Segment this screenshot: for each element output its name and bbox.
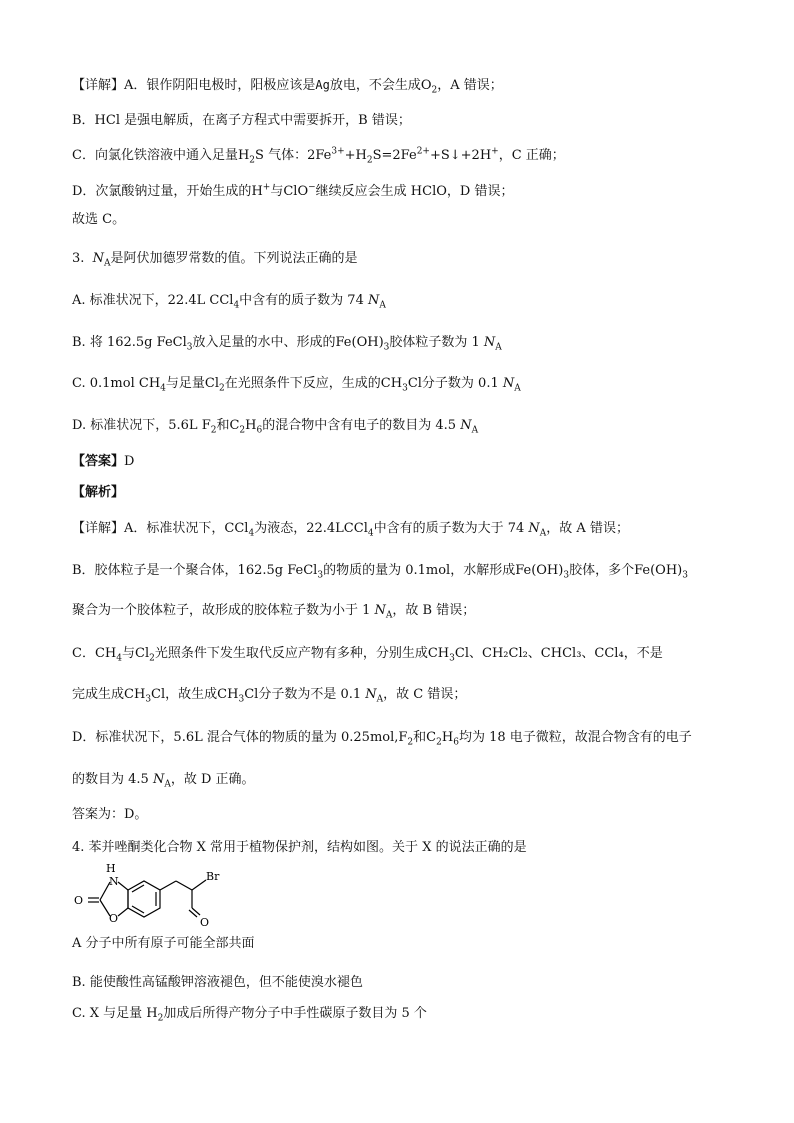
q3-analysis-c-line1: C．$CH_4$与$Cl_2$光照条件下发生取代反应产物有多种，分别生成$CH_3Cl$、CH₂Cl₂、CHCl₃、CCl₄，不是: [72, 646, 663, 664]
q2-option-a-analysis: 【详解】A．银作阴阳电极时，阳极应该是Ag放电，不会生成$O_2$，A 错误；: [72, 78, 503, 96]
q2-option-c-analysis: C．向氯化铁溶液中通入足量$H_2S$ 气体：$2Fe^{3+}+H_2S=2Fe^{2+}+S↓+2H^+$，C 正确；: [72, 146, 565, 166]
q3-analysis-d-line1: D．标准状况下，5.6L 混合气体的物质的量为 $0.25mol,F_2$和$C_2H_6$均为 18 电子微粒，故混合物含有的电子: [72, 730, 692, 748]
q3-option-d: D. 标准状况下，5.6L $F_2$和$C_2H_6$的混合物中含有电子的数目为 4.5 $N_A$: [72, 418, 479, 436]
q2-option-b-analysis: B．HCl 是强电解质，在离子方程式中需要拆开，B 错误；: [72, 113, 411, 128]
mol-n-label: N: [109, 875, 119, 888]
q4-option-a: A 分子中所有原子可能全部共面: [72, 936, 255, 951]
mol-h-label: H: [106, 862, 116, 875]
q3-option-a: A. 标准状况下，22.4L CCl$_4$中含有的质子数为 74 $N_A$: [72, 293, 386, 311]
q3-analysis-b-line1: B．胶体粒子是一个聚合体，162.5g FeCl$_3$的物质的量为 0.1mol，水解形成$Fe(OH)_3$胶体，多个$Fe(OH)_3$: [72, 563, 688, 581]
q3-option-b: B. 将 162.5g FeCl$_3$放入足量的水中、形成的$Fe(OH)_3$胶体粒子数为 1 $N_A$: [72, 335, 502, 353]
q3-answer: 【答案】D: [72, 454, 135, 469]
mol-o-aldehyde-label: O: [200, 916, 210, 929]
q3-analysis-a: 【详解】A．标准状况下，CCl$_4$为液态，22.4LCCl$_4$中含有的质子数为大于 74 $N_A$，故 A 错误；: [72, 521, 629, 539]
q3-analysis-c-line2: 完成生成$CH_3Cl$，故生成$CH_3Cl$分子数为不是 0.1 $N_A$，故 C 错误；: [72, 687, 467, 705]
q3-analysis-d-line2: 的数目为 4.5 $N_A$，故 D 正确。: [72, 772, 255, 790]
detail-tag: 【详解】: [72, 78, 125, 93]
q4-stem: 4. 苯并唑酮类化合物 X 常用于植物保护剂，结构如图。关于 X 的说法正确的是: [72, 840, 527, 855]
mol-br-label: Br: [206, 870, 220, 883]
q2-conclusion: 故选 C。: [72, 212, 126, 227]
q4-option-c: C. X 与足量 $H_2$加成后所得产物分子中手性碳原子数目为 5 个: [72, 1006, 427, 1024]
q3-analysis-b-line2: 聚合为一个胶体粒子，故形成的胶体粒子数为小于 1 $N_A$，故 B 错误；: [72, 603, 476, 621]
q3-option-c: C. 0.1mol $CH_4$与足量$Cl_2$在光照条件下反应，生成的$CH_3Cl$分子数为 0.1 $N_A$: [72, 376, 521, 394]
mol-o-ring-label: O: [109, 912, 119, 925]
molecule-structure-diagram: [68, 860, 258, 930]
q3-stem: 3. $N_A$是阿伏加德罗常数的值。下列说法正确的是: [72, 251, 358, 269]
q3-answer-end: 答案为：D。: [72, 807, 148, 822]
q2-option-d-analysis: D．次氯酸钠过量，开始生成的H+与ClO−继续反应会生成 HClO，D 错误；: [72, 182, 514, 199]
q4-option-b: B. 能使酸性高锰酸钾溶液褪色，但不能使溴水褪色: [72, 975, 363, 990]
answer-tag: 【答案】: [72, 454, 125, 469]
mol-o-carbonyl-label: O: [74, 894, 84, 907]
q3-analysis-tag: 【解析】: [72, 485, 125, 500]
